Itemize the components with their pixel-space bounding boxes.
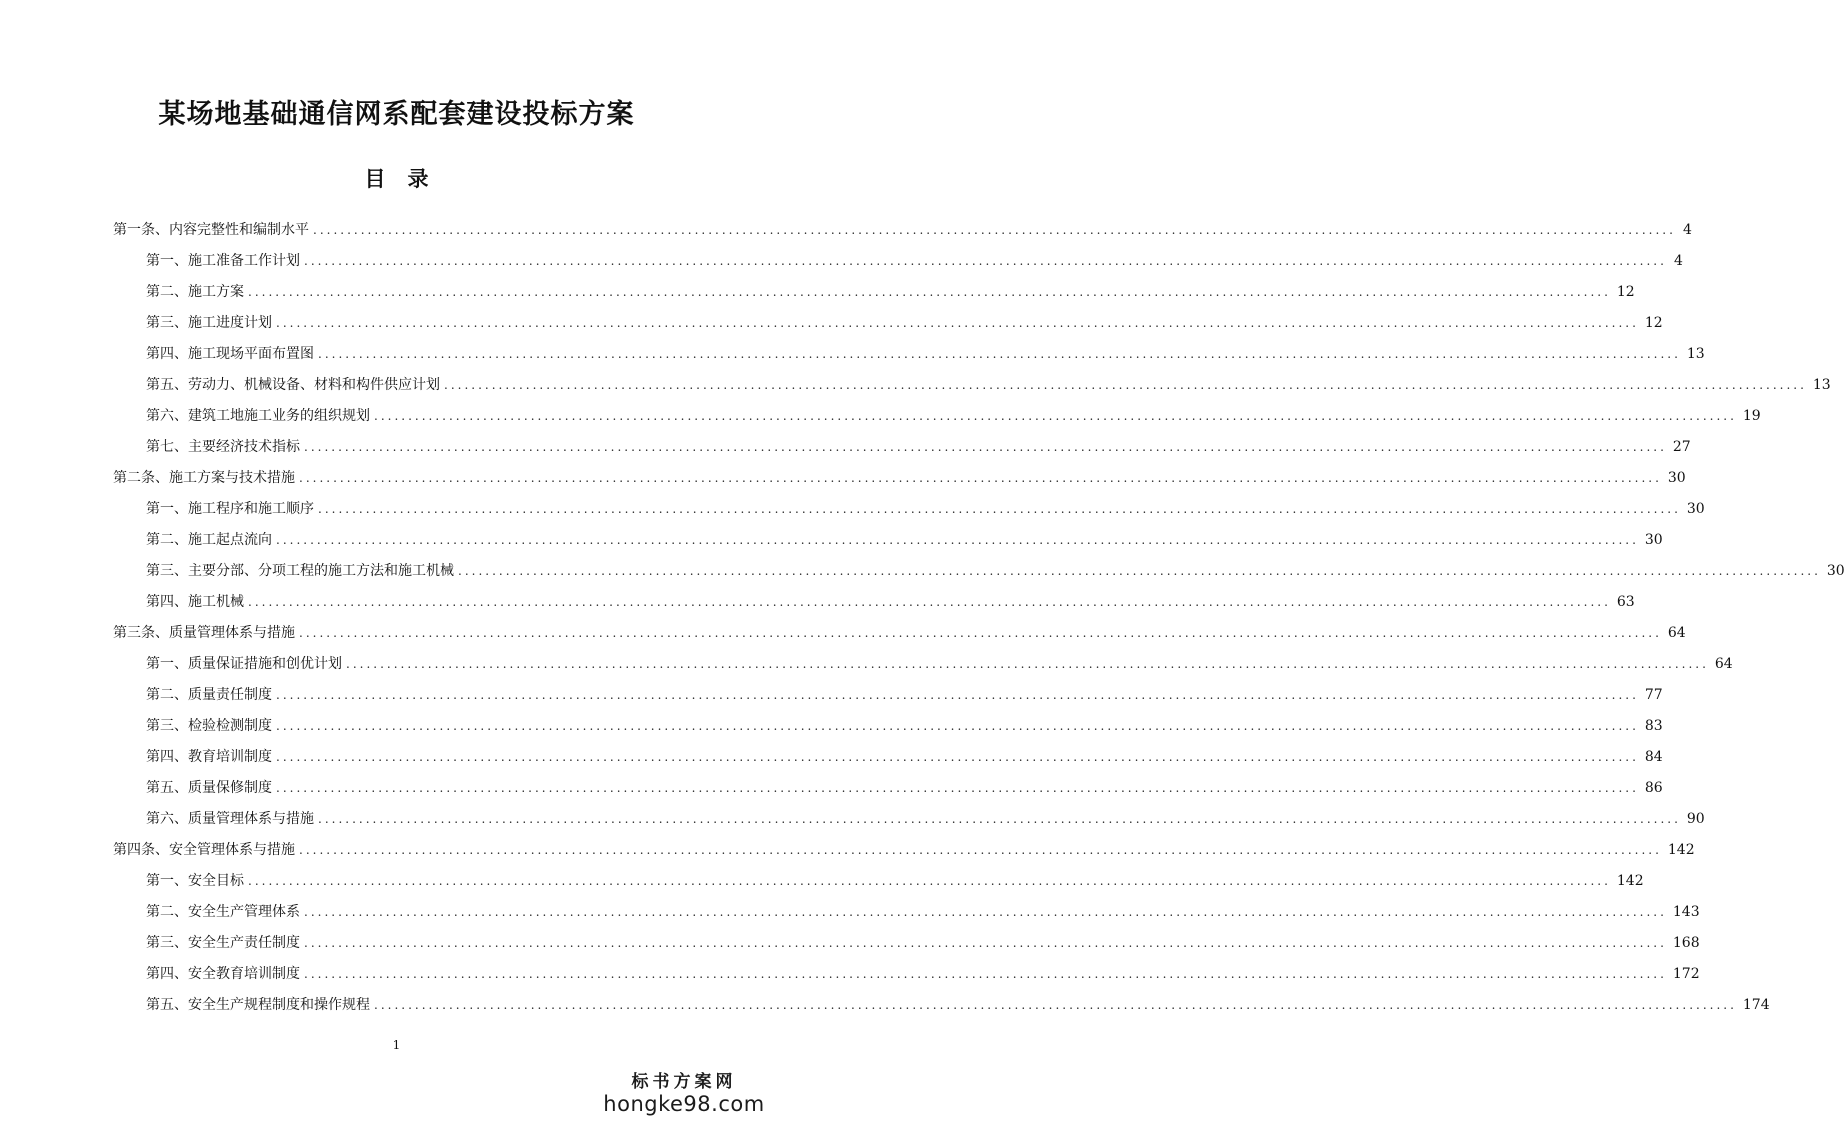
toc-subsection-entry[interactable] [146, 525, 1663, 555]
toc-section-entry[interactable] [113, 835, 1695, 865]
toc-entry-label: 第一、施工准备工作计划 [146, 253, 300, 269]
toc-dot-leader: ........................................................................................................................................................................................................ [374, 998, 1737, 1012]
toc-subsection-entry[interactable] [146, 494, 1705, 524]
toc-dot-leader: ........................................................................................................................................................................................................ [444, 378, 1807, 392]
toc-subsection-entry[interactable] [146, 897, 1700, 927]
toc-entry-page: 27 [1672, 439, 1691, 455]
toc-subsection-entry[interactable] [146, 959, 1700, 989]
toc-entry-label: 第七、主要经济技术指标 [146, 439, 300, 455]
toc-entry-page: 143 [1672, 904, 1700, 920]
toc-entry-label: 第二、施工方案 [146, 284, 244, 300]
toc-subsection-entry[interactable] [146, 432, 1691, 462]
toc-entry-page: 30 [1667, 470, 1686, 486]
toc-dot-leader: ........................................................................................................................................................................................................ [276, 719, 1639, 733]
toc-entry-label: 第四、安全教育培训制度 [146, 966, 300, 982]
toc-dot-leader: ........................................................................................................................................................................................................ [318, 812, 1681, 826]
toc-entry-page: 84 [1644, 749, 1663, 765]
toc-entry-page: 30 [1826, 563, 1845, 579]
toc-entry-page: 172 [1672, 966, 1700, 982]
toc-subsection-entry[interactable] [146, 680, 1663, 710]
toc-dot-leader: ........................................................................................................................................................................................................ [374, 409, 1737, 423]
toc-dot-leader: ........................................................................................................................................................................................................ [299, 626, 1662, 640]
toc-entry-label: 第四、施工现场平面布置图 [146, 346, 314, 362]
toc-dot-leader: ........................................................................................................................................................................................................ [299, 471, 1662, 485]
toc-entry-page: 83 [1644, 718, 1663, 734]
toc-entry-label: 第二条、施工方案与技术措施 [113, 470, 295, 486]
toc-entry-label: 第六、建筑工地施工业务的组织规划 [146, 408, 370, 424]
toc-heading: 目录 [364, 166, 451, 191]
toc-dot-leader: ........................................................................................................................................................................................................ [276, 316, 1639, 330]
toc-entry-page: 63 [1616, 594, 1635, 610]
toc-entry-page: 12 [1644, 315, 1663, 331]
toc-entry-page: 64 [1714, 656, 1733, 672]
toc-entry-label: 第四条、安全管理体系与措施 [113, 842, 295, 858]
toc-subsection-entry[interactable] [146, 928, 1700, 958]
toc-subsection-entry[interactable] [146, 990, 1770, 1020]
toc-dot-leader: ........................................................................................................................................................................................................ [276, 688, 1639, 702]
toc-dot-leader: ........................................................................................................................................................................................................ [248, 595, 1611, 609]
toc-dot-leader: ........................................................................................................................................................................................................ [318, 502, 1681, 516]
toc-entry-label: 第五、劳动力、机械设备、材料和构件供应计划 [146, 377, 440, 393]
toc-entry-label: 第三、主要分部、分项工程的施工方法和施工机械 [146, 563, 454, 579]
toc-subsection-entry[interactable] [146, 866, 1644, 896]
toc-section-entry[interactable] [113, 463, 1686, 493]
toc-entry-page: 13 [1686, 346, 1705, 362]
toc-dot-leader: ........................................................................................................................................................................................................ [304, 440, 1667, 454]
toc-dot-leader: ........................................................................................................................................................................................................ [248, 874, 1611, 888]
toc-subsection-entry[interactable] [146, 649, 1733, 679]
toc-subsection-entry[interactable] [146, 711, 1663, 741]
toc-entry-label: 第一、施工程序和施工顺序 [146, 501, 314, 517]
toc-subsection-entry[interactable] [146, 556, 1845, 586]
toc-dot-leader: ........................................................................................................................................................................................................ [304, 905, 1667, 919]
toc-subsection-entry[interactable] [146, 773, 1663, 803]
toc-dot-leader: ........................................................................................................................................................................................................ [458, 564, 1821, 578]
toc-dot-leader: ........................................................................................................................................................................................................ [276, 781, 1639, 795]
toc-entry-page: 4 [1673, 253, 1683, 269]
watermark [589, 1072, 779, 1116]
toc-entry-label: 第一、安全目标 [146, 873, 244, 889]
toc-entry-page: 142 [1667, 842, 1695, 858]
toc-entry-page: 86 [1644, 780, 1663, 796]
toc-subsection-entry[interactable] [146, 277, 1635, 307]
toc-entry-page: 30 [1686, 501, 1705, 517]
toc-entry-page: 64 [1667, 625, 1686, 641]
toc-entry-label: 第四、教育培训制度 [146, 749, 272, 765]
toc-entry-page: 13 [1812, 377, 1831, 393]
toc-subsection-entry[interactable] [146, 587, 1635, 617]
toc-entry-label: 第二、施工起点流向 [146, 532, 272, 548]
toc-entry-label: 第三、安全生产责任制度 [146, 935, 300, 951]
toc-dot-leader: ........................................................................................................................................................................................................ [276, 533, 1639, 547]
toc-section-entry[interactable] [113, 618, 1686, 648]
watermark-url: hongke98.com [603, 1092, 765, 1116]
toc-entry-label: 第五、质量保修制度 [146, 780, 272, 796]
toc-entry-label: 第一、质量保证措施和创优计划 [146, 656, 342, 672]
toc-dot-leader: ........................................................................................................................................................................................................ [276, 750, 1639, 764]
toc-entry-label: 第三、施工进度计划 [146, 315, 272, 331]
toc-entry-label: 第二、质量责任制度 [146, 687, 272, 703]
toc-entry-label: 第三条、质量管理体系与措施 [113, 625, 295, 641]
toc-subsection-entry[interactable] [146, 804, 1705, 834]
toc-entry-page: 77 [1644, 687, 1663, 703]
toc-dot-leader: ........................................................................................................................................................................................................ [346, 657, 1709, 671]
toc-entry-label: 第三、检验检测制度 [146, 718, 272, 734]
toc-entry-label: 第一条、内容完整性和编制水平 [113, 222, 309, 238]
toc-entry-page: 168 [1672, 935, 1700, 951]
toc-entry-page: 12 [1616, 284, 1635, 300]
toc-subsection-entry[interactable] [146, 370, 1831, 400]
toc-entry-page: 90 [1686, 811, 1705, 827]
toc-subsection-entry[interactable] [146, 308, 1663, 338]
toc-dot-leader: ........................................................................................................................................................................................................ [318, 347, 1681, 361]
toc-entry-page: 4 [1682, 222, 1692, 238]
toc-subsection-entry[interactable] [146, 339, 1705, 369]
toc-subsection-entry[interactable] [146, 246, 1683, 276]
toc-entry-page: 19 [1742, 408, 1761, 424]
toc-section-entry[interactable] [113, 215, 1692, 245]
toc-entry-page: 30 [1644, 532, 1663, 548]
toc-dot-leader: ........................................................................................................................................................................................................ [304, 936, 1667, 950]
watermark-text: 标书方案网 [631, 1072, 737, 1092]
toc-subsection-entry[interactable] [146, 401, 1761, 431]
toc-entry-label: 第六、质量管理体系与措施 [146, 811, 314, 827]
toc-entry-page: 142 [1616, 873, 1644, 889]
toc-dot-leader: ........................................................................................................................................................................................................ [304, 967, 1667, 981]
toc-entry-page: 174 [1742, 997, 1770, 1013]
toc-dot-leader: ........................................................................................................................................................................................................ [248, 285, 1611, 299]
toc-entry-label: 第五、安全生产规程制度和操作规程 [146, 997, 370, 1013]
toc-subsection-entry[interactable] [146, 742, 1663, 772]
toc-dot-leader: ........................................................................................................................................................................................................ [299, 843, 1662, 857]
document-title: 某场地基础通信网系配套建设投标方案 [158, 99, 635, 130]
page-number: 1 [392, 1038, 401, 1052]
toc-entry-label: 第二、安全生产管理体系 [146, 904, 300, 920]
toc-entry-label: 第四、施工机械 [146, 594, 244, 610]
toc-dot-leader: ........................................................................................................................................................................................................ [304, 254, 1667, 268]
toc-dot-leader: ........................................................................................................................................................................................................ [313, 223, 1676, 237]
